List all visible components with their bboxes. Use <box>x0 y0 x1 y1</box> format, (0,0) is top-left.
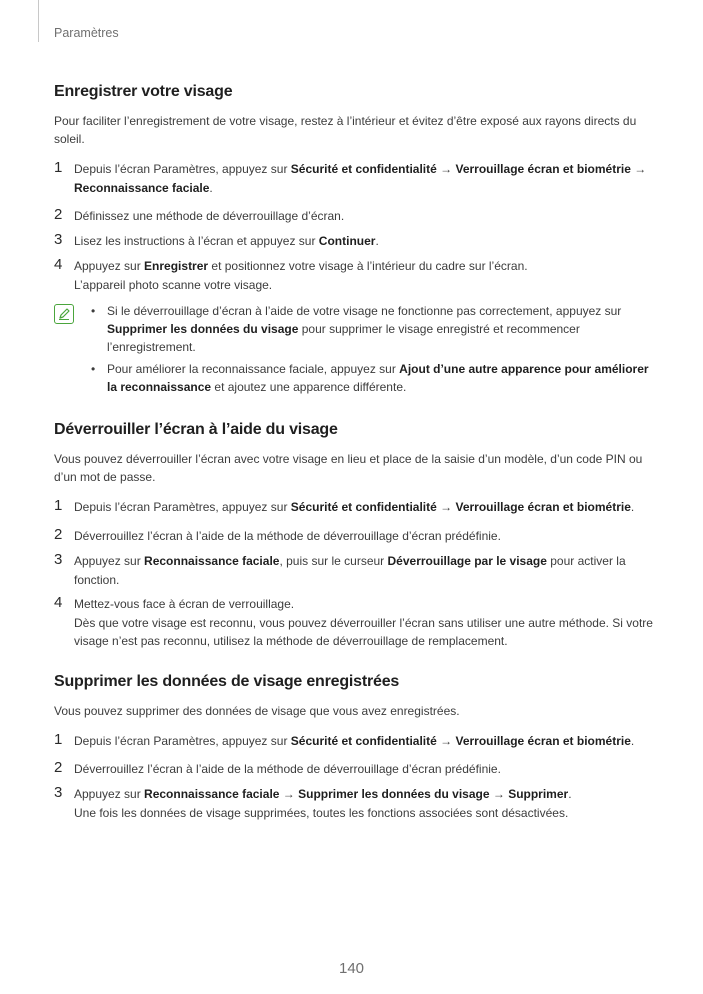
step-text: Lisez les instructions à l’écran et appuyez sur Continuer. <box>74 234 379 248</box>
step-number: 2 <box>54 526 63 543</box>
step-item <box>54 257 654 294</box>
step-item <box>54 552 654 589</box>
step-item <box>54 232 654 251</box>
note-pencil-icon <box>54 304 74 324</box>
step-item <box>54 527 654 546</box>
step-item <box>54 760 654 779</box>
step-number: 3 <box>54 551 63 568</box>
note-bullet: • Pour améliorer la reconnaissance faciale, appuyez sur Ajout d’une autre apparence pour améliorer la reconnaissance et ajoutez une apparence différente. <box>91 362 649 394</box>
step-number: 4 <box>54 256 63 273</box>
section-title-register-face: Enregistrer votre visage <box>54 83 233 100</box>
section-title-delete-face-data: Supprimer les données de visage enregistrées <box>54 673 400 690</box>
bullet-dot: • <box>91 362 96 376</box>
page-number: 140 <box>338 960 365 977</box>
step-number: 1 <box>54 159 63 176</box>
margin-rule <box>38 0 39 42</box>
step-text: Appuyez sur Enregistrer et positionnez votre visage à l’intérieur du cadre sur l’écran. <box>74 259 528 273</box>
step-number: 1 <box>54 497 63 514</box>
step-number: 3 <box>54 784 63 801</box>
running-header: Paramètres <box>54 26 119 40</box>
note-box <box>54 302 654 396</box>
step-item <box>54 785 654 822</box>
step-text: Depuis l’écran Paramètres, appuyez sur Sécurité et confidentialité → Verrouillage écran et biométrie. <box>74 500 635 514</box>
step-text: Depuis l’écran Paramètres, appuyez sur Sécurité et confidentialité → Verrouillage écran et biométrie → Reconnaissance faciale. <box>74 162 647 195</box>
step-subtext: Une fois les données de visage supprimées, toutes les fonctions associées sont désactivées. <box>74 805 569 820</box>
step-text: Depuis l’écran Paramètres, appuyez sur Sécurité et confidentialité → Verrouillage écran et biométrie. <box>74 734 635 748</box>
section-intro: Vous pouvez supprimer des données de visage que vous avez enregistrées. <box>54 704 460 718</box>
step-number: 2 <box>54 759 63 776</box>
section-intro: Vous pouvez déverrouiller l’écran avec votre visage en lieu et place de la saisie d’un modèle, d’un code PIN ou d’un mot de passe. <box>54 452 643 484</box>
step-item <box>54 498 654 517</box>
step-text: Appuyez sur Reconnaissance faciale, puis sur le curseur Déverrouillage par le visage pour activer la fonction. <box>74 554 626 587</box>
step-item <box>54 732 654 751</box>
step-number: 2 <box>54 206 63 223</box>
step-subtext: L’appareil photo scanne votre visage. <box>74 277 273 292</box>
note-bullet: • Si le déverrouillage d’écran à l’aide de votre visage ne fonctionne pas correctement, appuyez sur Supprimer les données du visage pour supprimer le visage enregistré et recommencer l’enregistrement. <box>91 304 622 354</box>
step-number: 4 <box>54 594 63 611</box>
step-item <box>54 160 654 197</box>
section-intro: Pour faciliter l’enregistrement de votre visage, restez à l’intérieur et évitez d’être exposé aux rayons directs du soleil. <box>54 114 637 146</box>
bullet-dot: • <box>91 304 96 318</box>
step-text: Mettez-vous face à écran de verrouillage. <box>74 597 295 611</box>
step-text: Déverrouillez l’écran à l’aide de la méthode de déverrouillage d’écran prédéfinie. <box>74 529 501 543</box>
step-item <box>54 207 654 226</box>
section-title-unlock-face: Déverrouiller l’écran à l’aide du visage <box>54 421 338 438</box>
step-number: 1 <box>54 731 63 748</box>
step-text: Déverrouillez l’écran à l’aide de la méthode de déverrouillage d’écran prédéfinie. <box>74 762 501 776</box>
step-number: 3 <box>54 231 63 248</box>
step-item <box>54 595 654 651</box>
step-text: Appuyez sur Reconnaissance faciale → Supprimer les données du visage → Supprimer. <box>74 787 572 801</box>
step-subtext: Dès que votre visage est reconnu, vous pouvez déverrouiller l’écran sans utiliser une autre méthode. Si votre visage n’est pas reconnu, utilisez la méthode de déverrouillage de remplacement. <box>74 615 653 648</box>
step-text: Définissez une méthode de déverrouillage d’écran. <box>74 209 345 223</box>
